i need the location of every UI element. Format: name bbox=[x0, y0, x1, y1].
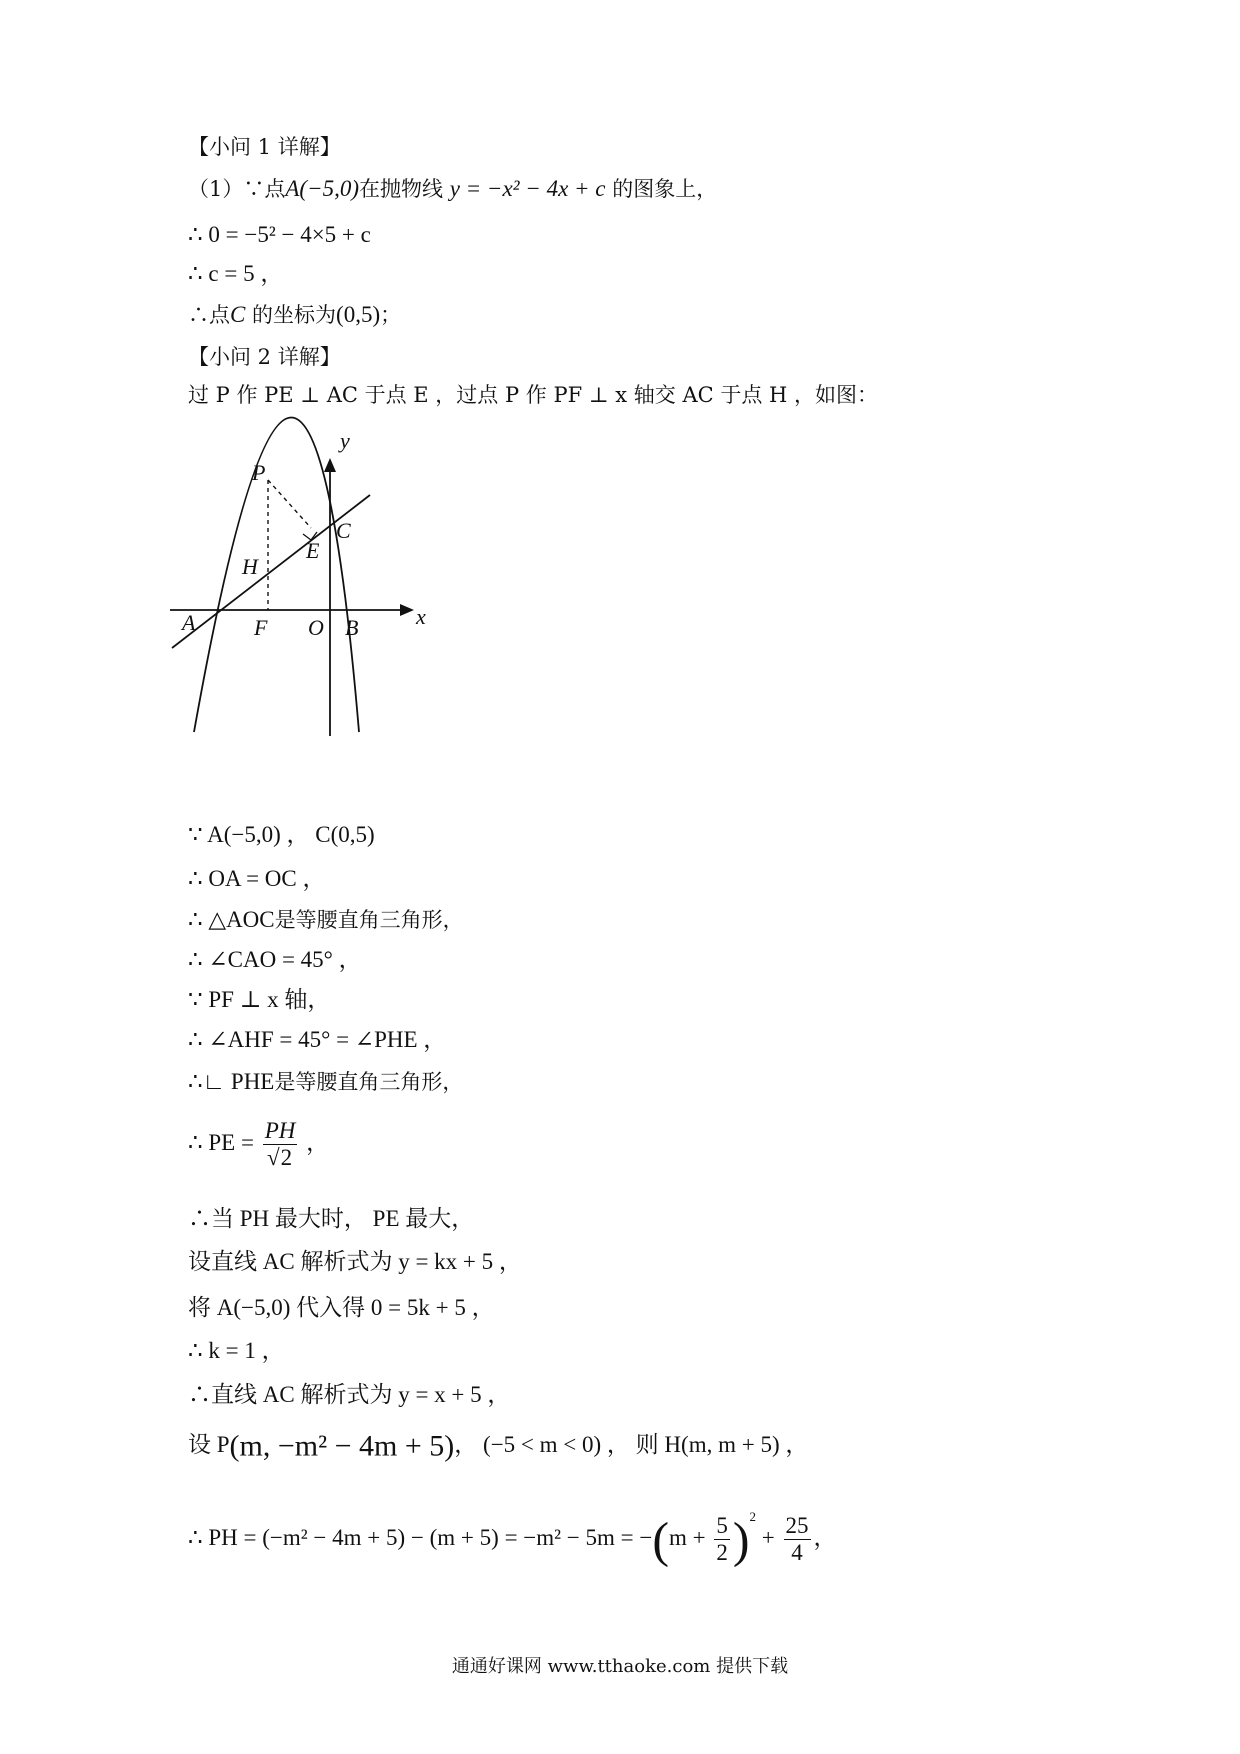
line-5: 过 P 作 PE ⊥ AC 于点 E ，过点 P 作 PF ⊥ x 轴交 AC 于点 H ，如图： bbox=[188, 383, 879, 407]
line-9: ∴ ∠CAO = 45° ， bbox=[188, 947, 362, 972]
q2-header: 【小问 2 详解】 bbox=[188, 345, 341, 369]
line-11: ∴ ∠AHF = 45° = ∠PHE ， bbox=[188, 1027, 447, 1052]
parabola-curve bbox=[194, 418, 359, 733]
label-b: B bbox=[345, 615, 359, 640]
y-axis-arrow bbox=[324, 458, 336, 472]
label-p: P bbox=[252, 460, 266, 485]
line-15: 设直线 AC 解析式为 y = kx + 5 ， bbox=[188, 1249, 522, 1274]
line-10: ∵ PF ⊥ x 轴， bbox=[188, 987, 331, 1012]
line-19: 设 P(m, −m² − 4m + 5)， (−5 < m < 0) ， 则 H(m, m + 5) ， bbox=[188, 1429, 809, 1463]
label-o: O bbox=[308, 615, 324, 640]
line-17: ∴ k = 1 ， bbox=[188, 1338, 285, 1363]
line-3: ∴ c = 5 ， bbox=[188, 261, 284, 286]
label-h: H bbox=[242, 554, 258, 579]
q1-header: 【小问 1 详解】 bbox=[188, 135, 341, 159]
line-6: ∵ A(−5,0) ， C(0,5) bbox=[188, 822, 375, 847]
line-16: 将 A(−5,0) 代入得 0 = 5k + 5 ， bbox=[188, 1295, 495, 1320]
label-y: y bbox=[340, 428, 350, 453]
line-18: ∴直线 AC 解析式为 y = x + 5 ， bbox=[188, 1382, 511, 1407]
line-8: ∴ △AOC是等腰直角三角形， bbox=[188, 907, 464, 932]
fraction-25-4: $\frac{25}{4}$ bbox=[785, 1512, 809, 1566]
line-2: ∴ 0 = −5² − 4×5 + c bbox=[188, 222, 371, 247]
fraction-ph-sqrt2: $\frac{PH}{√2}$ bbox=[264, 1118, 296, 1171]
label-f: F bbox=[254, 615, 268, 640]
line-1: （1）∵点A(−5,0)在抛物线 y = −x² − 4x + c 的图象上， bbox=[188, 176, 718, 201]
line-4: ∴点C 的坐标为(0,5)； bbox=[188, 302, 402, 327]
label-c: C bbox=[336, 518, 351, 543]
page-footer: 通通好课网 www.tthaoke.com 提供下载 bbox=[451, 1656, 789, 1677]
label-a: A bbox=[182, 610, 196, 635]
line-12: ∴∟ PHE是等腰直角三角形， bbox=[188, 1069, 464, 1094]
line-20: ∴ PH = (−m² − 4m + 5) − (m + 5) = −m² − 5m = −(m + $\frac{5}{2}$ )$^2$ + $\frac{25}{4}$ ， bbox=[188, 1509, 837, 1568]
line-7: ∴ OA = OC ， bbox=[188, 866, 326, 891]
label-e: E bbox=[306, 538, 320, 563]
line-13: ∴ PE = $\frac{PH}{√2}$ ， bbox=[188, 1118, 330, 1171]
fraction-5-2: $\frac{5}{2}$ bbox=[716, 1512, 728, 1566]
label-x: x bbox=[416, 604, 426, 629]
line-14: ∴当 PH 最大时， PE 最大， bbox=[188, 1206, 475, 1231]
x-axis-arrow bbox=[400, 604, 414, 616]
parabola-figure bbox=[182, 428, 440, 820]
dashed-pe bbox=[268, 480, 311, 528]
